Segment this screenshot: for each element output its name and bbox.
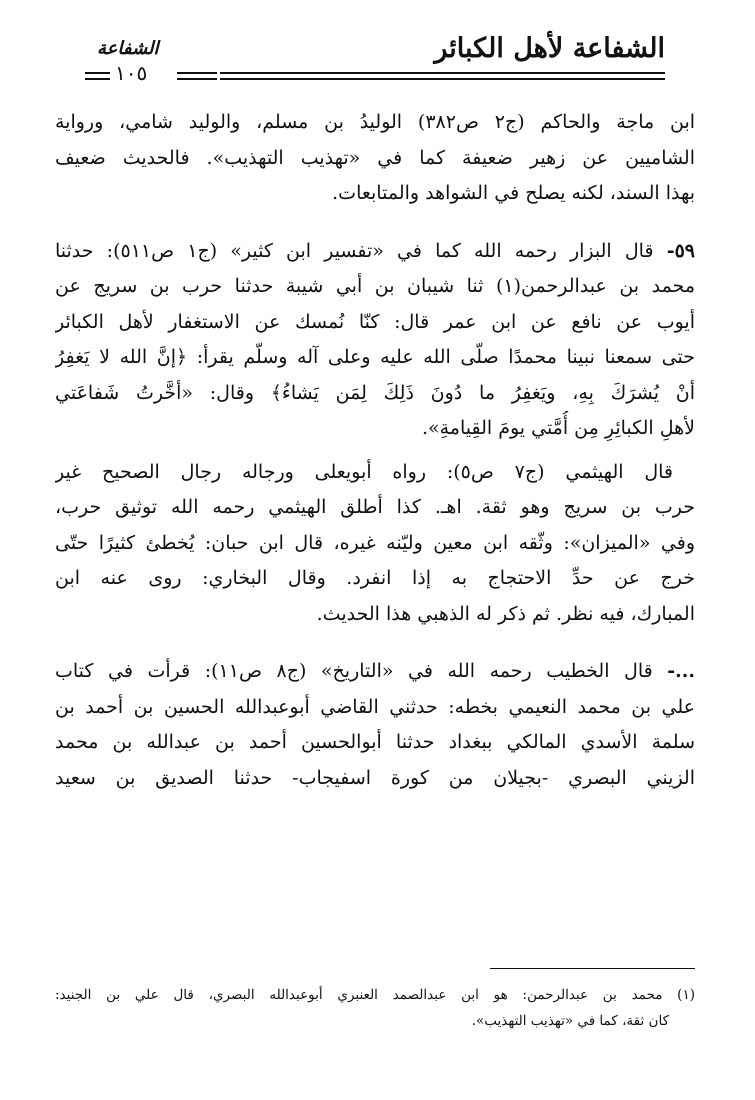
header-rule-left	[85, 72, 110, 80]
paragraph-khatib	[55, 654, 695, 796]
text-line: خرج عن حدِّ الاحتجاج به إذا انفرد. وقال البخاري: روى عنه ابن	[55, 567, 695, 589]
paragraph-hadith-59	[55, 234, 695, 447]
text-line: حتى سمعنا نبينا محمدًا صلّى الله عليه وعلى آله وسلّم يقرأ: ﴿إنَّ الله لا يَغفِرُ	[55, 346, 695, 368]
text-line: علي بن محمد النعيمي بخطه: حدثني القاضي أبوعبدالله الحسين بن أحمد بن	[55, 695, 695, 718]
text-line: قال البزار رحمه الله كما في «تفسير ابن كثير» (ج١ ص٥١١): حدثنا	[55, 239, 654, 262]
footnote-separator	[490, 968, 695, 969]
header-rule-mid	[177, 72, 217, 80]
text-line: أيوب عن نافع عن ابن عمر قال: كنّا نُمسك عن الاستغفار لأهل الكبائر	[55, 310, 695, 333]
header-rule	[220, 72, 665, 80]
page-header	[85, 28, 665, 84]
text-line: حرب بن سريج وهو ثقة. اهـ. كذا أطلق الهيثمي رحمه الله توثيق حرب،	[55, 496, 695, 518]
text-line: سلمة الأسدي المالكي ببغداد حدثنا أبوالحسين أحمد بن عبدالله بن محمد	[55, 731, 695, 753]
footnote-line: كان ثقة، كما في «تهذيب التهذيب».	[471, 1013, 669, 1029]
text-line: أنْ يُشرَكَ بِهِ، ويَغفِرُ ما دُونَ ذَلِكَ لِمَن يَشاءُ﴾ وقال: «أخَّرتُ شَفاعَتي	[55, 381, 695, 404]
footnote-line: (١) محمد بن عبدالرحمن: هو ابن عبدالصمد العنبري أبوعبدالله البصري، قال علي بن الجنيد:	[55, 987, 695, 1003]
footnote	[55, 982, 695, 1034]
text-line: قال الهيثمي (ج٧ ص٥): رواه أبويعلى ورجاله رجال الصحيح غير	[55, 460, 673, 483]
hadith-number: ...-	[667, 660, 695, 682]
text-line: محمد بن عبدالرحمن(١) ثنا شيبان بن أبي شيبة حدثنا حرب بن سريج عن	[55, 275, 695, 297]
text-line: ابن ماجة والحاكم (ج٢ ص٣٨٢) الوليدُ بن مسلم، والوليد شامي، ورواية	[55, 111, 695, 133]
text-line: لأهلِ الكبائِرِ مِن أُمَّتي يومَ القِيامةِ».	[421, 417, 695, 439]
text-line: الشاميين عن زهير ضعيفة كما في «تهذيب التهذيب». فالحديث ضعيف	[55, 146, 695, 169]
text-line: بهذا السند، لكنه يصلح في الشواهد والمتابعات.	[332, 182, 695, 204]
paragraph-1	[55, 105, 695, 212]
text-line: قال الخطيب رحمه الله في «التاريخ» (ج٨ ص١١): قرأت في كتاب	[55, 660, 653, 682]
paragraph-haythami-cont	[55, 490, 695, 632]
paragraph-haythami	[55, 455, 695, 491]
running-title: الشفاعة لأهل الكبائر	[434, 33, 665, 64]
text-line-numbered	[55, 234, 695, 270]
hadith-number: ٥٩-	[666, 239, 695, 262]
text-line-numbered	[55, 654, 695, 690]
main-text	[55, 105, 695, 796]
series-logo: الشفاعة	[97, 38, 159, 59]
text-line: وفي «الميزان»: وثّقه ابن معين وليّنه غيره، قال ابن حبان: يُخطئ كثيرًا حتّى	[55, 531, 695, 554]
page-number: ١٠٥	[115, 61, 148, 85]
text-line: الزيني البصري -بجيلان من كورة اسفيجاب- حدثنا الصديق بن سعيد	[55, 766, 695, 789]
text-line: المبارك، فيه نظر. ثم ذكر له الذهبي هذا الحديث.	[316, 602, 695, 625]
